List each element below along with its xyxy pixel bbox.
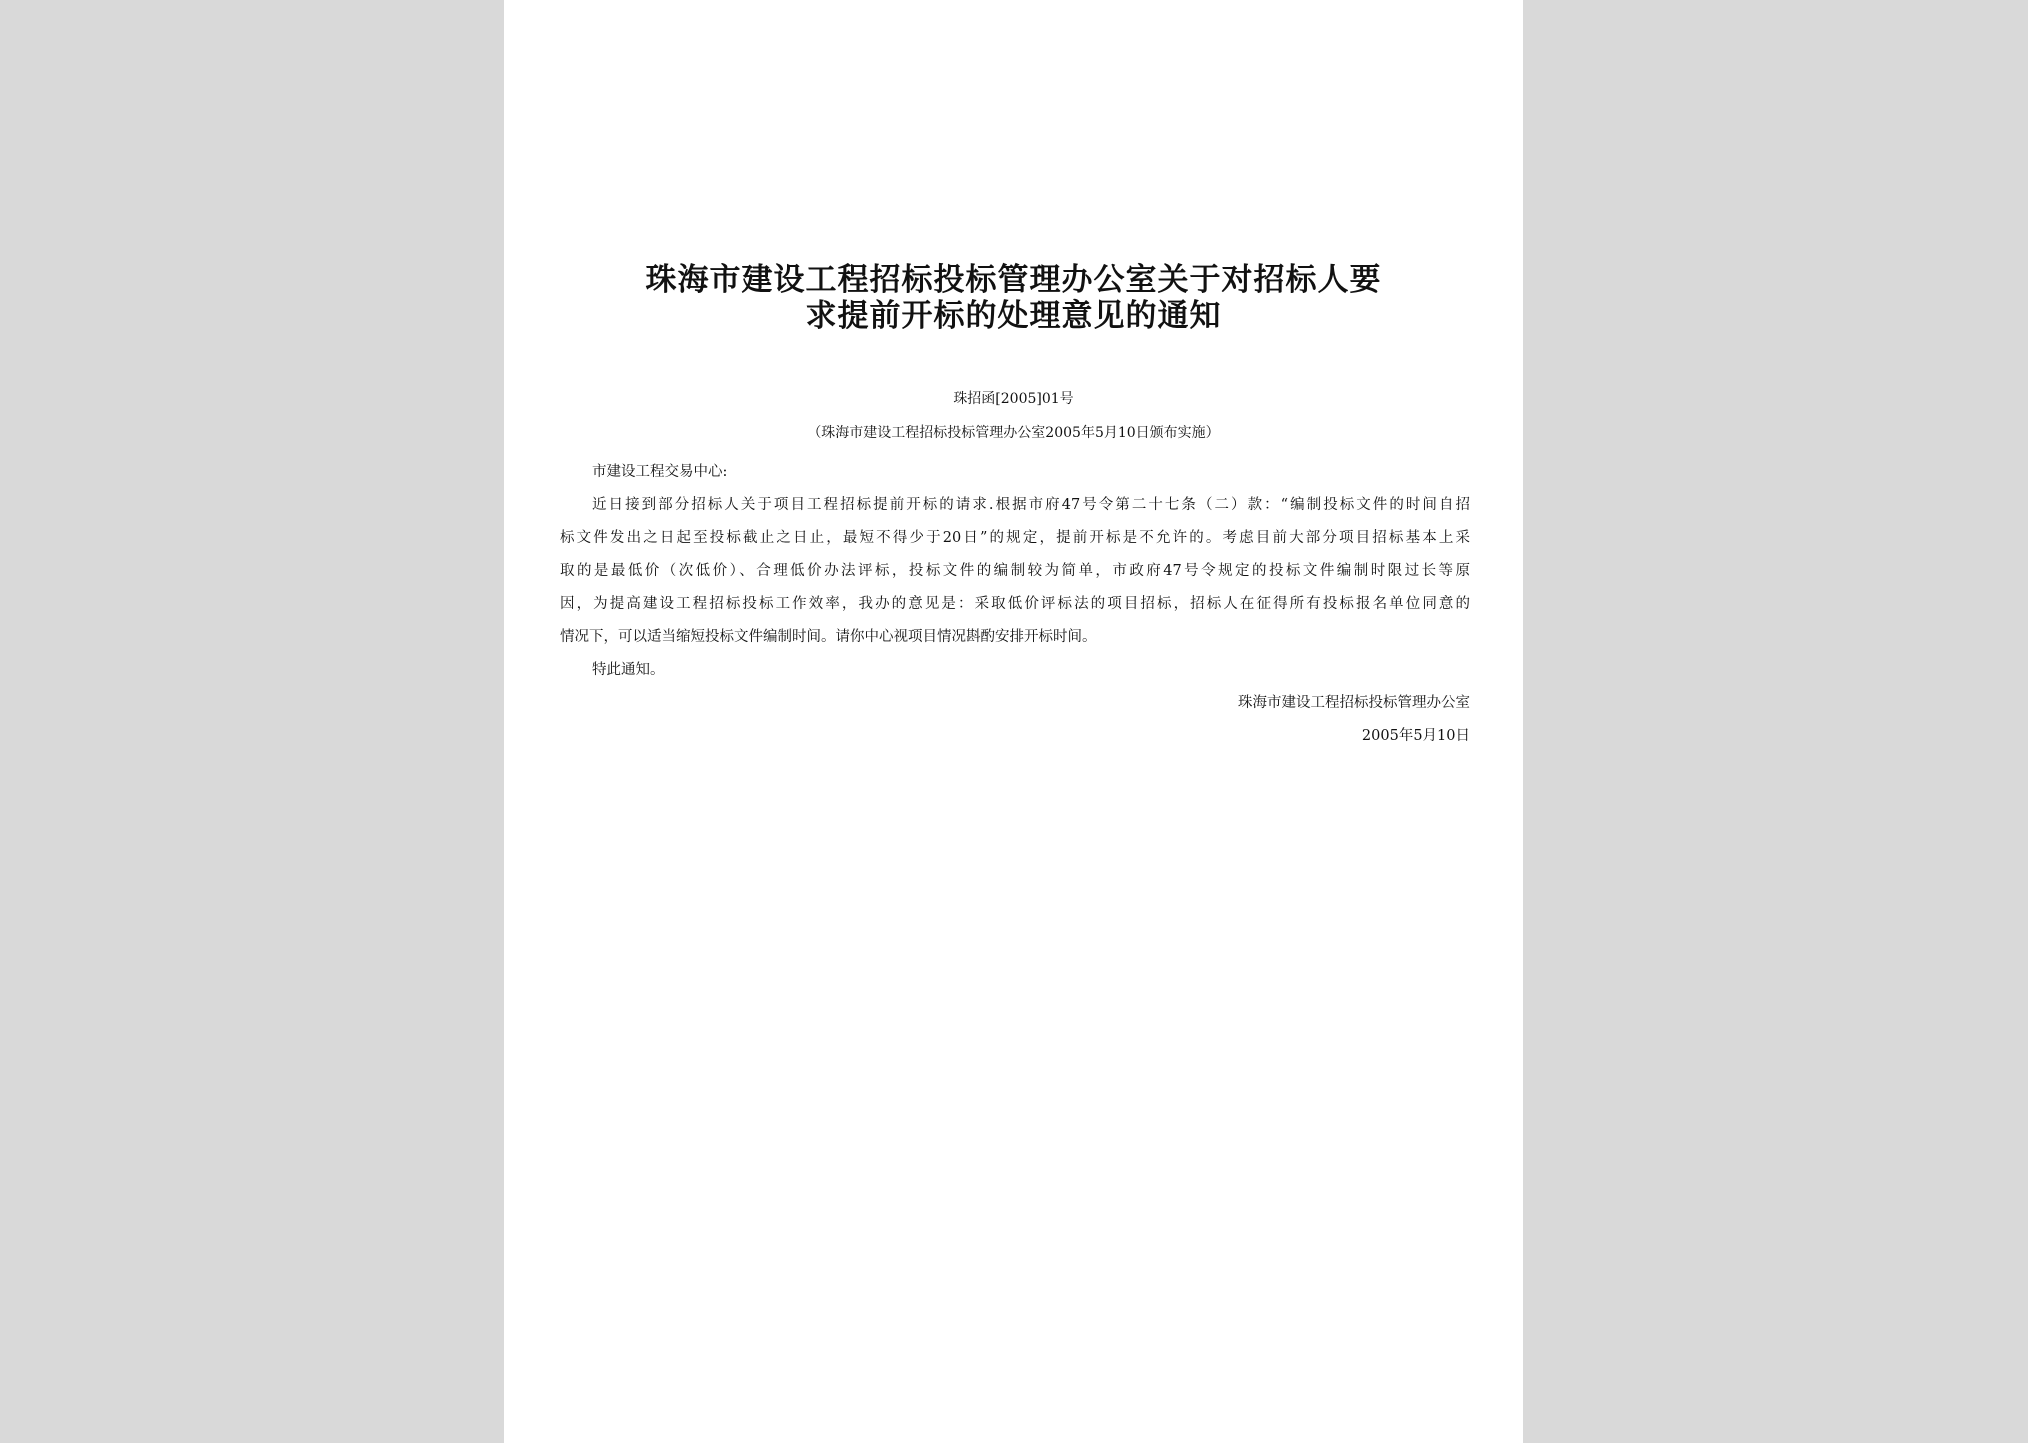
document-number: 珠招函[2005]01号 [953, 391, 1074, 407]
signature-date: 2005年5月10日 [1361, 728, 1470, 744]
signature: 珠海市建设工程招标投标管理办公室 [1238, 695, 1470, 711]
document-title [589, 262, 1438, 334]
body-line-5: 情况下，可以适当缩短投标文件编制时间。请你中心视项目情况斟酌安排开标时间。 [560, 629, 1097, 645]
closing: 特此通知。 [592, 662, 665, 678]
issued-note: （珠海市建设工程招标投标管理办公室2005年5月10日颁布实施） [807, 425, 1220, 441]
body-line-2: 标文件发出之日起至投标截止之日止，最短不得少于20日”的规定，提前开标是不允许的。考虑目前大部分项目招标基本上采 [560, 530, 1470, 546]
salutation: 市建设工程交易中心: [592, 464, 728, 480]
document-page [504, 0, 1523, 1443]
body-line-1: 近日接到部分招标人关于项目工程招标提前开标的请求.根据市府47号令第二十七条（二）款：“编制投标文件的时间自招 [592, 497, 1470, 513]
body-line-4: 因，为提高建设工程招标投标工作效率，我办的意见是：采取低价评标法的项目招标，招标人在征得所有投标报名单位同意的 [560, 596, 1470, 612]
body-line-3: 取的是最低价（次低价）、合理低价办法评标，投标文件的编制较为简单，市政府47号令规定的投标文件编制时限过长等原 [560, 563, 1470, 579]
title-line-2: 求提前开标的处理意见的通知 [805, 298, 1222, 334]
title-line-1: 珠海市建设工程招标投标管理办公室关于对招标人要 [645, 262, 1382, 298]
document-body [560, 456, 1470, 753]
